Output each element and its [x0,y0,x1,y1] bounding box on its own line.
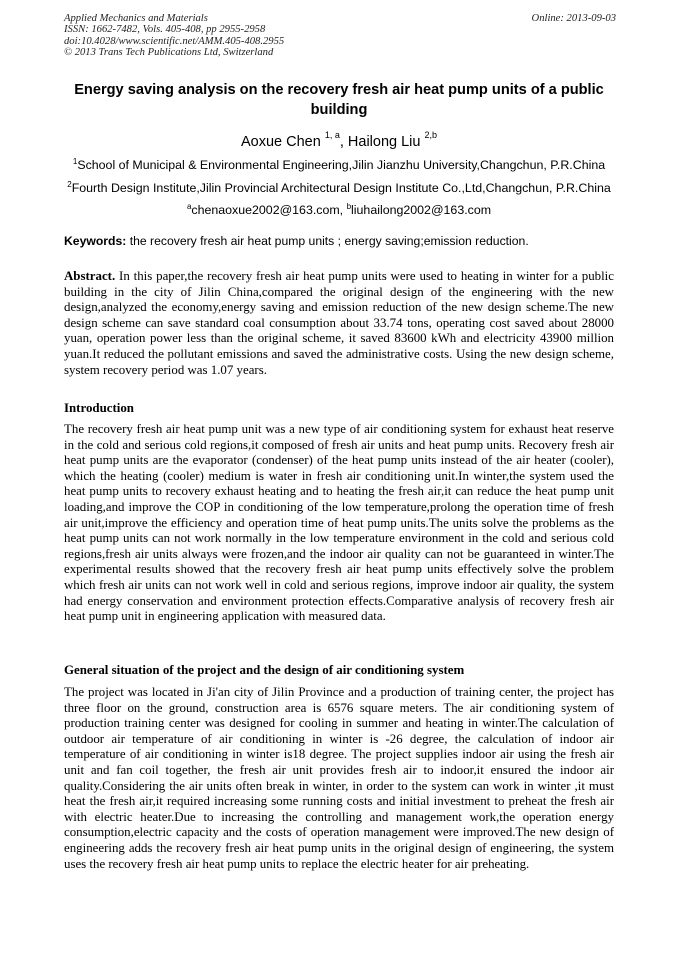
abstract-text: In this paper,the recovery fresh air heat pump units were used to heating in winter for a public building in the city of Jilin China,compared the original design of the engineering with the new design,analyzed the economy,energy saving and emission reduction of the new design scheme.The new design scheme can save standard coal consumption about 33.74 tons, operating cost saved about 28000 yuan, operation power less than the original scheme, it saved 83600 kWh and electricity 43900 million yuan.It reduced the pollutant emissions and saved the administrative costs. Using the new design scheme, system recovery period was 1.07 years. [64,269,614,377]
online-date: Online: 2013-09-03 [531,13,616,24]
abstract [64,269,614,378]
affiliation-1-text: School of Municipal & Environmental Engineering,Jilin Jianzhu University,Changchun, P.R.China [77,158,606,173]
author-2-sup: 2,b [424,130,438,140]
journal-name: Applied Mechanics and Materials [64,13,208,24]
author-1-sup: 1, a [324,130,340,140]
keywords-text: the recovery fresh air heat pump units ; energy saving;emission reduction. [126,234,529,248]
introduction-text: The recovery fresh air heat pump unit was a new type of air conditioning system for exhaust heat reserve in the cold and serious cold regions,it composed of fresh air units and heat pump units. Recovery fresh air heat pump units are the evaporator (condenser) of the heat pump units instead of the air heater (cooler), which the heating (cooler) medium is water in fresh air conditioning unit.In winter,the system used the heat pump units to recovery exhaust heating and to heating the fresh air,it can reduce the heat pump unit loading,and improve the COP in conditioning of the low temperature,prolong the operation time of fresh air unit,improve the efficiency and operation time of heat pump units.The units solve the problems as the heat pump units can not work normally in the low temperature environment in the cold and serious cold regions,fresh air units always were frozen,and the indoor air quality can not be guaranteed in winter.The experimental results showed that the recovery fresh air heat pump units effectively solve the problem which fresh air units can not work well in cold and serious regions, improve indoor air quality, the system had energy conservation and environment protection effects.Comparative analysis of recovery fresh air heat pump unit in engineering application with measured data. [64,422,614,624]
journal-doi: doi:10.4028/www.scientific.net/AMM.405-408.2955 [64,35,285,47]
affiliation-2-sup: 2 [67,180,72,189]
author-separator: , [339,133,348,150]
affiliation-2-text: Fourth Design Institute,Jilin Provincial Architectural Design Institute Co.,Ltd,Changchun, P.R.China [71,181,611,196]
author-2-name: Hailong Liu [347,133,421,150]
email-b-sup: b [346,202,352,211]
general-situation-text: The project was located in Ji'an city of Jilin Province and a production of training center, the project has three floor on the ground, construction area is 6576 square meters. The air conditioning system of production training center was designed for cooling in summer and heating in winter.The calculation of outdoor air temperature of air conditioning in winter is -26 degree, the calculation of indoor air temperature of air conditioning in winter is18 degree. The project supplies indoor air using the fresh air unit and fan coil together, the fresh air unit provides fresh air to indoor,it ensured the indoor air quality.Considering the air units often break in winter, in order to the system can work in winter ,it must heat the fresh air,it required increasing some running costs and initial investment to preheat the fresh air with electric heater.Due to increasing the controlling and management work,the operation energy consumption,electric capacity and the costs of operation management were improved.The new design of engineering adds the recovery fresh air heat pump units in the original design of engineering, the system uses the recovery fresh air heat pump units to replace the electric heater for air preheating. [64,685,614,871]
author-emails [52,199,626,218]
keywords-label: Keywords: [64,234,127,248]
introduction-heading: Introduction [64,401,134,415]
journal-copyright: © 2013 Trans Tech Publications Ltd, Switzerland [64,47,274,59]
affiliation-1-sup: 1 [72,157,78,166]
email-a: chenaoxue2002@163.com, [191,203,347,218]
author-1-name: Aoxue Chen [240,133,321,150]
general-situation-heading: General situation of the project and the design of air conditioning system [64,663,465,677]
journal-issn: ISSN: 1662-7482, Vols. 405-408, pp 2955-2958 [64,24,266,36]
email-a-sup: a [186,202,192,211]
journal-header [64,13,616,59]
email-b: liuhailong2002@163.com [351,203,492,218]
abstract-label: Abstract. [64,269,116,283]
affiliation-1 [52,154,626,173]
keywords [64,233,616,249]
affiliation-2 [52,177,626,196]
paper-title: Energy saving analysis on the recovery fresh air heat pump units of a public building [74,82,604,118]
author-line [64,128,614,151]
